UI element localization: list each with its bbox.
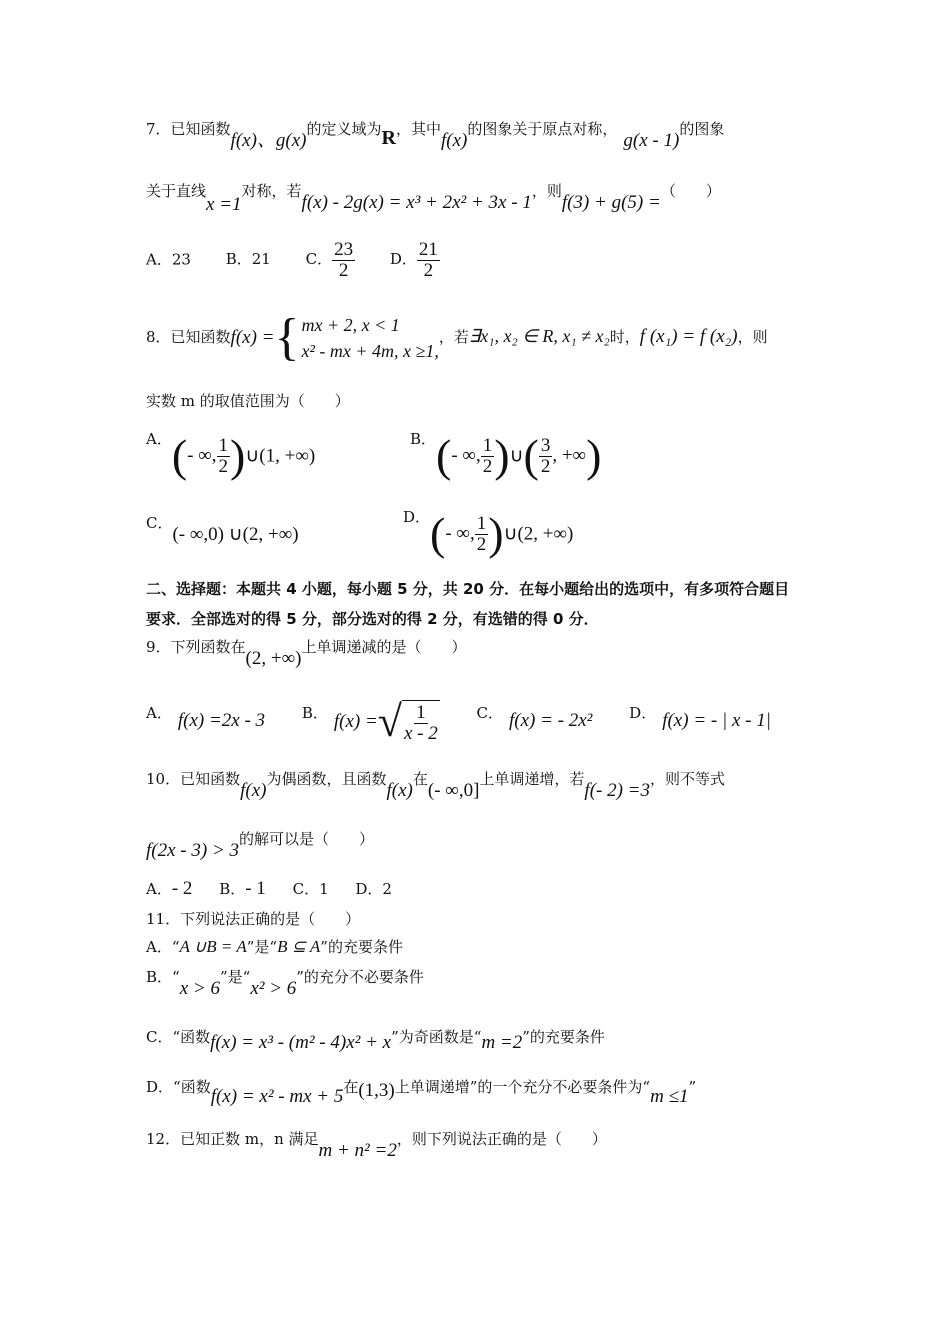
q8-cases: [301, 312, 438, 364]
q11-option-a: [146, 936, 403, 957]
q12-text: ，则下列说法正确的是（ ）: [396, 1130, 607, 1148]
frac-denominator: 2: [476, 533, 487, 555]
q11-text: 在: [343, 1078, 359, 1096]
q11-text: ”为奇函数是“: [391, 1028, 482, 1046]
q11-text: ”的充要条件: [320, 938, 403, 956]
option-label: B．: [219, 880, 246, 898]
q8-text: ，则: [737, 328, 768, 346]
q9-d-expr: f(x) = - | x - 1|: [662, 710, 771, 731]
left-paren-icon: (: [430, 508, 446, 559]
right-paren-icon: ): [586, 430, 602, 481]
q9-b-lhs: f(x) =: [333, 711, 378, 732]
q10-text: 10．已知函数: [146, 770, 241, 788]
q9-c-expr: f(x) = - 2x²: [508, 710, 593, 731]
option-label: A．: [146, 704, 172, 722]
q7-option-d-fraction: [417, 240, 440, 281]
q7-number: 7．已知函数: [146, 120, 231, 138]
q7-real-set: R: [381, 127, 396, 149]
q7-g-shift: g(x - 1): [623, 130, 680, 151]
q9-options: [146, 697, 771, 746]
q7-text: 的图象: [679, 120, 725, 138]
q10-text: 在: [412, 770, 428, 788]
frac-numerator: 1: [416, 702, 426, 724]
q7-answer-paren: （ ）: [660, 182, 721, 200]
q8-text: 时，: [609, 328, 640, 346]
q8-case1: mx + 2, x < 1: [301, 315, 400, 335]
q8-fx: f(x) =: [230, 327, 275, 348]
q11-a-math1: A ∪B = A: [179, 937, 247, 956]
q11-b-math2: x² > 6: [250, 978, 297, 999]
frac-denominator: 2: [540, 455, 551, 477]
option-label: C．: [146, 514, 173, 532]
frac-denominator: x - 2: [403, 723, 438, 744]
q11-option-b: [146, 966, 424, 1000]
q7-text: 的图象关于原点对称，: [467, 120, 618, 138]
q8-exists: ∃x₁, x₂ ∈ R, x₁ ≠ x₂: [468, 326, 610, 346]
right-paren-icon: ): [494, 430, 510, 481]
q8-b-left: - ∞,: [451, 445, 481, 466]
q9-title: [146, 636, 466, 670]
q8-d-right: ∪(2, +∞): [503, 523, 574, 545]
q7-f: f(x): [441, 130, 468, 151]
frac-denominator: 2: [218, 455, 229, 477]
left-paren-icon: (: [523, 430, 539, 481]
q10-line2: [146, 828, 374, 862]
q8-text: ，若: [438, 328, 469, 346]
q8-a-right: ∪(1, +∞): [245, 445, 316, 467]
q11-text: 上单调递增”的一个充分不必要条件为“: [394, 1078, 651, 1096]
q10-b-value: - 1: [245, 878, 266, 899]
square-root-icon: √ $\frac{1}{x - 2}$: [377, 697, 438, 746]
q12-text: 12．已知正数 m，n 满足: [146, 1130, 319, 1148]
q10-text: ，则不等式: [650, 770, 726, 788]
q7-ask: f(3) + g(5) =: [561, 192, 661, 213]
q12-equation: m + n² =2: [318, 1140, 397, 1161]
q8-d-fraction: [475, 514, 489, 555]
frac-numerator: 1: [218, 434, 229, 456]
q10-fx2: f(x): [386, 780, 413, 801]
q11-d-math1: f(x) = x² - mx + 5: [210, 1086, 344, 1107]
q10-condition: f(- 2) =3: [584, 780, 651, 801]
q10-line1: [146, 768, 725, 802]
q11-a-math2: B ⊆ A: [277, 937, 321, 956]
option-label: B．: [301, 704, 328, 722]
frac-numerator: 1: [476, 512, 487, 534]
option-label: B．: [410, 430, 437, 448]
q7-text: 对称，若: [241, 182, 302, 200]
q7-line2: [146, 180, 721, 216]
q7-line1: [146, 118, 724, 152]
frac-numerator: 3: [540, 434, 551, 456]
q7-equation: f(x) - 2g(x) = x³ + 2x² + 3x - 1: [301, 192, 532, 213]
q7-option-d: D．: [389, 250, 417, 269]
q8-option-d: [403, 506, 573, 557]
q10-text: 为偶函数，且函数: [266, 770, 387, 788]
q12-title: [146, 1128, 607, 1162]
q7-option-c-fraction: [332, 240, 355, 281]
q11-option-c: [146, 1026, 605, 1054]
q7-option-c: C．: [305, 250, 333, 269]
q7-text: 的定义域为: [306, 120, 382, 138]
q8-piecewise: [230, 309, 439, 366]
q7-options: [146, 240, 440, 281]
q7-text: ，其中: [395, 120, 441, 138]
q10-text: 的解可以是（ ）: [239, 830, 375, 848]
q8-b-fraction2: [539, 436, 553, 477]
q9-text: 上单调递减的是（ ）: [301, 638, 467, 656]
q8-b-right: , +∞: [552, 445, 587, 466]
q10-option-d: D．2: [355, 880, 392, 898]
q7-line-x: x =1: [206, 194, 242, 215]
q8-case2: x² - mx + 4m, x ≥1,: [301, 341, 439, 361]
q11-text: C．“函数: [146, 1028, 211, 1046]
q8-b-union: ∪: [509, 445, 524, 467]
section2-line1: 二、选择题：本题共 4 小题，每小题 5 分，共 20 分．在每小题给出的选项中，有多项符合题目: [146, 580, 790, 598]
q8-option-a: [146, 428, 315, 479]
frac-denominator: 2: [482, 455, 493, 477]
frac-numerator: 1: [482, 434, 493, 456]
option-label: D．: [629, 704, 657, 722]
frac-denominator: 2: [423, 259, 434, 281]
q10-option-c: C．1: [292, 880, 329, 898]
q8-line2: 实数 m 的取值范围为（ ）: [146, 392, 350, 410]
q7-option-b: B．21: [225, 250, 271, 269]
q11-text: D．“函数: [146, 1078, 211, 1096]
frac-numerator: 21: [418, 239, 438, 260]
q8-option-b: [410, 428, 601, 479]
q8-number: 8．已知函数: [146, 328, 231, 346]
q11-c-math2: m =2: [481, 1032, 523, 1053]
q10-fx: f(x): [240, 780, 267, 801]
q7-option-a: A．23: [146, 250, 191, 269]
q7-text: 关于直线: [146, 182, 207, 200]
q10-options: [146, 878, 392, 900]
q11-title: 11．下列说法正确的是（ ）: [146, 910, 361, 928]
q10-interval: (- ∞,0]: [427, 780, 480, 801]
right-paren-icon: ): [230, 430, 246, 481]
left-brace-icon: {: [274, 309, 300, 366]
q11-text: ”是“: [246, 938, 278, 956]
section2-line2: 要求．全部选对的得 5 分，部分选对的得 2 分，有选错的得 0 分．: [146, 610, 599, 628]
option-label: D．: [403, 508, 431, 526]
q9-a-expr: f(x) =2x - 3: [177, 710, 266, 731]
q8-condition: f (x₁) = f (x₂): [639, 326, 738, 347]
q8-line1: [146, 309, 768, 366]
q8-c-expr: (- ∞,0) ∪(2, +∞): [172, 524, 299, 545]
q9-text: 9．下列函数在: [146, 638, 246, 656]
q11-text: B．“: [146, 968, 180, 986]
frac-numerator: 23: [334, 239, 354, 260]
q11-d-math3: m ≤1: [650, 1086, 689, 1107]
q10-inequality: f(2x - 3) > 3: [146, 840, 240, 861]
left-paren-icon: (: [436, 430, 452, 481]
q8-a-left: - ∞,: [187, 445, 217, 466]
q11-text: A．“: [146, 938, 180, 956]
q11-b-math1: x > 6: [179, 978, 220, 999]
q8-d-left: - ∞,: [445, 523, 475, 544]
q9-interval: (2, +∞): [245, 648, 302, 669]
q11-text: ”: [688, 1078, 697, 1096]
q7-text: ，则: [531, 182, 562, 200]
q11-d-math2: (1,3): [358, 1080, 395, 1101]
q10-a-value: - 2: [171, 878, 193, 899]
q11-option-d: [146, 1076, 696, 1108]
q8-option-c: [146, 512, 299, 546]
q11-c-math1: f(x) = x³ - (m² - 4)x² + x: [210, 1032, 392, 1053]
q11-text: ”的充分不必要条件: [296, 968, 424, 986]
option-label: A．: [146, 430, 172, 448]
option-label: A．: [146, 880, 172, 898]
option-label: C．: [476, 704, 503, 722]
frac-denominator: 2: [338, 259, 349, 281]
q10-text: 上单调递增，若: [479, 770, 585, 788]
q7-functions: f(x)、g(x): [230, 130, 307, 151]
q8-a-fraction: [217, 436, 231, 477]
q11-text: ”的充要条件: [522, 1028, 605, 1046]
q8-b-fraction1: [481, 436, 495, 477]
q11-text: ”是“: [219, 968, 251, 986]
right-paren-icon: ): [488, 508, 504, 559]
left-paren-icon: (: [171, 430, 188, 481]
